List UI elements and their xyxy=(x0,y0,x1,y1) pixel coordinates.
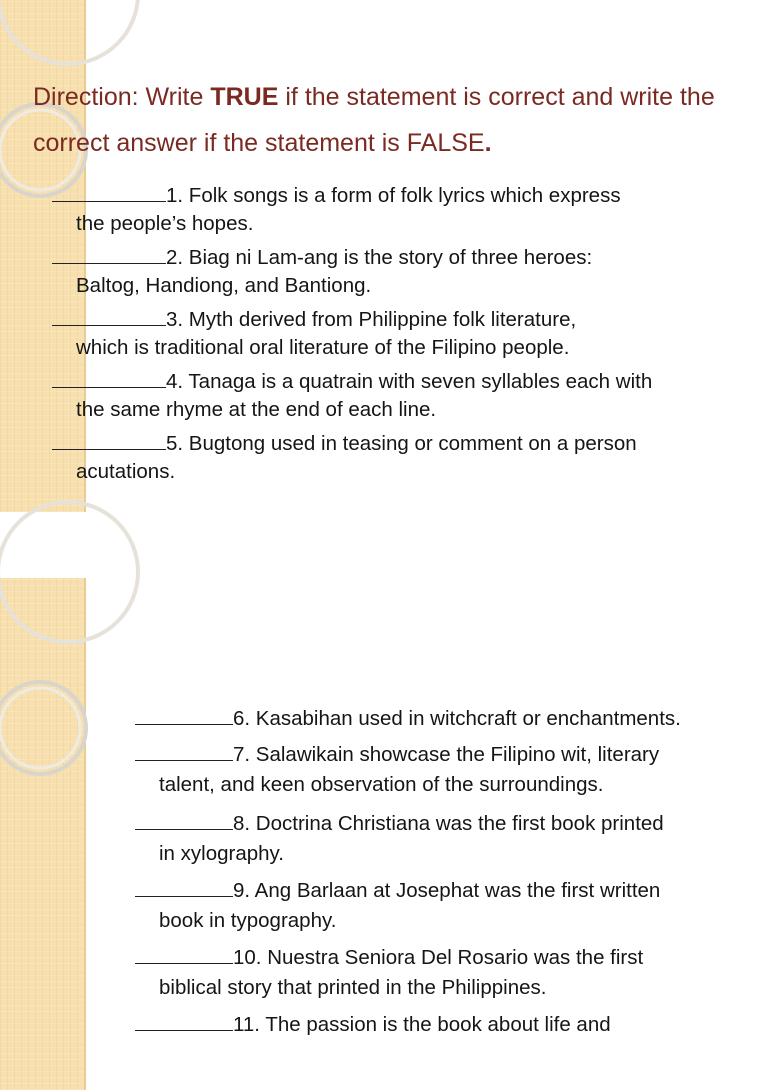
question-text-cont: the same rhyme at the end of each line. xyxy=(76,398,437,421)
question-item xyxy=(135,876,755,936)
answer-blank[interactable] xyxy=(52,369,166,388)
decorative-circles xyxy=(0,578,140,778)
question-number: 1. xyxy=(166,184,189,207)
question-number: 4. xyxy=(166,370,189,393)
question-text-cont: talent, and keen observation of the surroundings. xyxy=(159,773,604,796)
title-true: TRUE xyxy=(210,83,279,111)
question-number: 10. xyxy=(233,946,268,969)
answer-blank[interactable] xyxy=(52,307,166,326)
question-text-cont: which is traditional oral literature of the Filipino people. xyxy=(76,336,570,359)
answer-blank[interactable] xyxy=(52,183,166,202)
question-item xyxy=(52,306,752,362)
question-text: Nuestra Seniora Del Rosario was the first xyxy=(267,946,644,969)
question-text: Folk songs is a form of folk lyrics which express xyxy=(188,184,621,207)
answer-blank[interactable] xyxy=(135,742,233,761)
question-text: The passion is the book about life and xyxy=(265,1013,611,1036)
question-number: 3. xyxy=(166,308,189,331)
question-number: 7. xyxy=(233,743,256,766)
title-prefix: Direction: Write xyxy=(33,83,211,111)
question-number: 2. xyxy=(166,246,189,269)
question-text-cont: the people’s hopes. xyxy=(76,212,254,235)
question-item xyxy=(52,244,752,300)
answer-blank[interactable] xyxy=(52,245,166,264)
slide-2 xyxy=(0,578,768,1090)
question-number: 5. xyxy=(166,432,189,455)
direction-title xyxy=(33,74,733,166)
answer-blank[interactable] xyxy=(135,1012,233,1031)
question-item xyxy=(135,809,755,869)
question-text: Myth derived from Philippine folk literature, xyxy=(188,308,577,331)
title-rest: if the statement is correct and write the correct answer if the statement is FALSE xyxy=(33,83,715,157)
question-number: 6. xyxy=(233,707,256,730)
question-text-cont: Baltog, Handiong, and Bantiong. xyxy=(76,274,372,297)
question-text-cont: in xylography. xyxy=(159,842,284,865)
answer-blank[interactable] xyxy=(135,945,233,964)
answer-blank[interactable] xyxy=(135,878,233,897)
question-number: 11. xyxy=(233,1013,266,1036)
question-item xyxy=(135,704,755,734)
question-text: Salawikain showcase the Filipino wit, literary xyxy=(255,743,660,766)
question-item xyxy=(135,740,755,800)
question-text: Ang Barlaan at Josephat was the first written xyxy=(254,879,661,902)
question-item xyxy=(52,368,752,424)
question-item xyxy=(135,1010,755,1040)
question-text: Doctrina Christiana was the first book printed xyxy=(255,812,664,835)
question-text-cont: acutations. xyxy=(76,460,176,483)
title-end: . xyxy=(484,129,492,157)
question-text-cont: biblical story that printed in the Philippines. xyxy=(159,976,547,999)
question-text: Kasabihan used in witchcraft or enchantments. xyxy=(255,707,681,730)
slide-1 xyxy=(0,0,768,512)
answer-blank[interactable] xyxy=(135,706,233,725)
answer-blank[interactable] xyxy=(135,811,233,830)
answer-blank[interactable] xyxy=(52,431,166,450)
question-text: Biag ni Lam-ang is the story of three heroes: xyxy=(188,246,593,269)
question-text: Bugtong used in teasing or comment on a person xyxy=(188,432,637,455)
question-item xyxy=(135,943,755,1003)
question-text: Tanaga is a quatrain with seven syllables each with xyxy=(188,370,653,393)
question-item xyxy=(52,430,752,486)
question-text-cont: book in typography. xyxy=(159,909,337,932)
question-number: 9. xyxy=(233,879,255,902)
question-number: 8. xyxy=(233,812,256,835)
question-item xyxy=(52,182,752,238)
